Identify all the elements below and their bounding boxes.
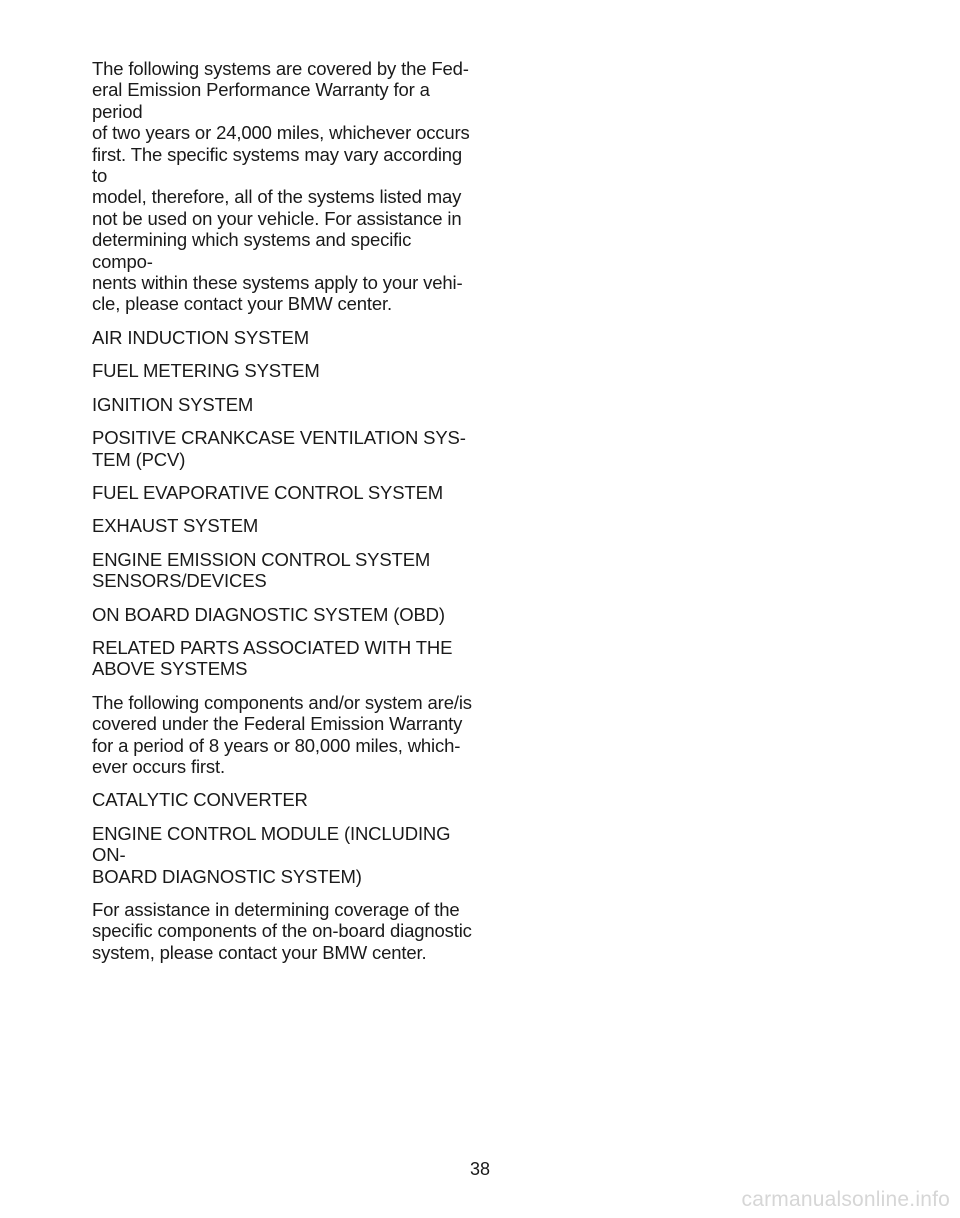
system-item-fuel-evaporative: FUEL EVAPORATIVE CONTROL SYSTEM <box>92 481 444 503</box>
intro-paragraph: The following systems are covered by the Fed- eral Emission Performance Warranty for a period of two years or 24,000 miles, whichever occurs first. The specific systems may vary according to model, therefore, all of the systems listed may not be used on your vehicle. For assistance in determining which systems and specific compo- nents within these systems apply to your vehi- cle, please contact your BMW center. <box>92 58 470 315</box>
component-item-engine-control-module: ENGINE CONTROL MODULE (INCLUDING ON- BOARD DIAGNOSTIC SYSTEM) <box>92 822 451 887</box>
system-item-air-induction: AIR INDUCTION SYSTEM <box>92 326 309 348</box>
system-item-obd: ON BOARD DIAGNOSTIC SYSTEM (OBD) <box>92 603 445 625</box>
text-column <box>92 58 476 975</box>
system-item-exhaust: EXHAUST SYSTEM <box>92 515 259 537</box>
system-item-engine-emission-sensors: ENGINE EMISSION CONTROL SYSTEM SENSORS/DEVICES <box>92 548 431 592</box>
system-item-ignition: IGNITION SYSTEM <box>92 393 254 415</box>
components-paragraph: The following components and/or system are/is covered under the Federal Emission Warranty for a period of 8 years or 80,000 miles, which- ever occurs first. <box>92 691 472 777</box>
assistance-paragraph: For assistance in determining coverage of the specific components of the on-board diagnostic system, please contact your BMW center. <box>92 899 472 963</box>
page-number: 38 <box>469 1159 491 1179</box>
system-item-fuel-metering: FUEL METERING SYSTEM <box>92 360 320 382</box>
component-item-catalytic-converter: CATALYTIC CONVERTER <box>92 789 308 811</box>
system-item-related-parts: RELATED PARTS ASSOCIATED WITH THE ABOVE SYSTEMS <box>92 636 453 680</box>
system-item-pcv: POSITIVE CRANKCASE VENTILATION SYS- TEM (PCV) <box>92 427 466 470</box>
watermark: carmanualsonline.info <box>741 1188 950 1211</box>
